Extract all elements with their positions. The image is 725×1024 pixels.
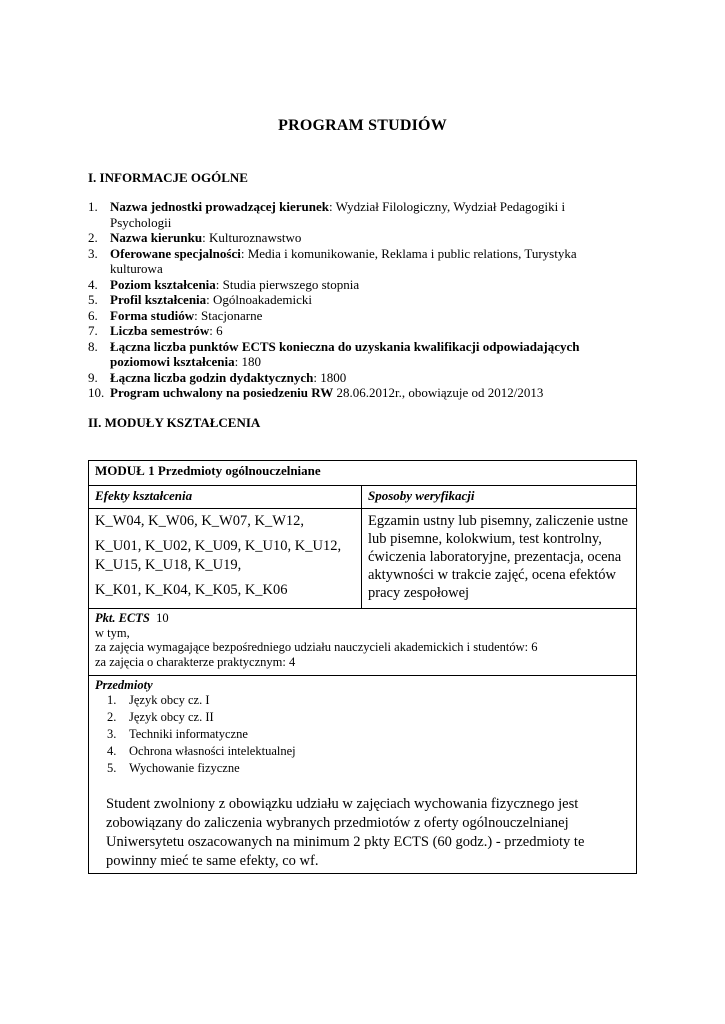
effects-line: K_W04, K_W06, K_W07, K_W12, <box>95 513 305 529</box>
verification-cell: Egzamin ustny lub pisemny, zaliczenie ustne lub pisemne, kolokwium, test kontrolny, ćwiczenia laboratoryjne, prezentacja, ocena aktywności w trakcie zajęć, ocena efektów pracy zespołowej <box>362 509 637 609</box>
subjects-cell <box>89 676 637 874</box>
section-heading-modules: II. MODUŁY KSZTAŁCENIA <box>88 415 261 430</box>
subject-number: 4. <box>107 744 117 758</box>
info-item-label: Profil kształcenia <box>110 292 207 307</box>
effects-header: Efekty kształcenia <box>89 486 362 509</box>
info-item-value: : Ogólnoakademicki <box>206 292 312 307</box>
subject-item <box>107 709 630 726</box>
info-item-number: 8. <box>88 338 98 354</box>
info-item-number: 6. <box>88 307 98 323</box>
subject-number: 3. <box>107 727 117 741</box>
info-item-number: 7. <box>88 323 98 338</box>
subject-name: Wychowanie fizyczne <box>129 761 240 775</box>
info-item <box>88 199 608 230</box>
info-item-value: 28.06.2012r., obowiązuje od 2012/2013 <box>333 385 544 400</box>
subject-number: 5. <box>107 761 117 775</box>
subject-item <box>107 726 630 743</box>
info-item-value: : 1800 <box>313 369 347 385</box>
ects-value: 10 <box>156 611 169 625</box>
info-item-number: 5. <box>88 292 98 307</box>
info-item-value: : Wydział Filologiczny, Wydział Pedagogiki i Psychologii <box>110 199 566 230</box>
ects-line: za zajęcia wymagające bezpośredniego udziału nauczycieli akademickich i studentów: 6 <box>95 640 538 654</box>
ects-cell <box>89 609 637 676</box>
ects-line: w tym, <box>95 625 130 640</box>
section-heading-general-info: I. INFORMACJE OGÓLNE <box>88 170 248 185</box>
info-item <box>88 292 608 308</box>
subjects-label: Przedmioty <box>95 678 153 692</box>
info-item-label: Łączna liczba godzin dydaktycznych <box>110 369 314 385</box>
effects-line: K_K01, K_K04, K_K05, K_K06 <box>95 582 288 598</box>
module-table <box>88 460 637 874</box>
subjects-list <box>95 692 630 777</box>
module-title: MODUŁ 1 Przedmioty ogólnouczelniane <box>89 461 637 486</box>
subject-item <box>107 743 630 760</box>
info-item-value: : Studia pierwszego stopnia <box>215 276 360 292</box>
subject-name: Ochrona własności intelektualnej <box>129 744 296 758</box>
info-item <box>88 339 608 370</box>
info-item <box>88 370 608 386</box>
info-item-value: : Kulturoznawstwo <box>202 230 302 245</box>
info-item <box>88 385 608 401</box>
subject-name: Język obcy cz. I <box>129 693 210 707</box>
info-item-label: Forma studiów <box>110 307 195 323</box>
effects-line: K_U01, K_U02, K_U09, K_U10, K_U12, K_U15, K_U18, K_U19, <box>95 538 342 573</box>
ects-line: za zajęcia o charakterze praktycznym: 4 <box>95 654 296 669</box>
subject-number: 2. <box>107 710 117 724</box>
info-item-label: Poziom kształcenia <box>110 276 216 292</box>
pe-exemption-note: Student zwolniony z obowiązku udziału w zajęciach wychowania fizycznego jest zobowiązany do zaliczenia wybranych przedmiotów z oferty ogólnouczelnianej Uniwersytetu oszacowanych na minimum 2 pkty ECTS (60 godz.) - przedmioty te powinny mieć te same efekty, co wf. <box>106 796 585 869</box>
ects-label: Pkt. ECTS <box>95 611 150 625</box>
info-item <box>88 323 608 339</box>
info-item-number: 2. <box>88 230 98 245</box>
document-title: PROGRAM STUDIÓW <box>278 117 447 134</box>
subject-item <box>107 760 630 777</box>
info-item-number: 10. <box>88 385 105 400</box>
effects-cell <box>89 509 362 609</box>
info-item-number: 1. <box>88 199 98 214</box>
info-item-value: : 6 <box>209 323 223 338</box>
info-item <box>88 246 608 277</box>
info-item-value: : 180 <box>234 354 261 369</box>
info-item-number: 3. <box>88 245 98 261</box>
info-item-value: : Media i komunikowanie, Reklama i public relations, Turystyka kulturowa <box>110 245 577 276</box>
info-item <box>88 308 608 324</box>
subject-name: Język obcy cz. II <box>129 710 214 724</box>
info-item-number: 4. <box>88 276 98 292</box>
info-item-label: Oferowane specjalności <box>110 245 241 261</box>
general-info-list <box>88 199 608 401</box>
info-item-label: Liczba semestrów <box>110 323 210 338</box>
info-item-number: 9. <box>88 369 98 385</box>
info-item-label: Program uchwalony na posiedzeniu RW <box>110 385 334 400</box>
info-item-label: Łączna liczba punktów ECTS konieczna do uzyskania kwalifikacji odpowiadających poziomowi kształcenia <box>110 338 580 369</box>
verification-header: Sposoby weryfikacji <box>362 486 637 509</box>
info-item-label: Nazwa jednostki prowadzącej kierunek <box>110 199 329 214</box>
info-item <box>88 277 608 293</box>
info-item <box>88 230 608 246</box>
info-item-label: Nazwa kierunku <box>110 230 203 245</box>
info-item-value: : Stacjonarne <box>194 307 263 323</box>
subject-name: Techniki informatyczne <box>129 727 248 741</box>
subject-item <box>107 692 630 709</box>
subject-number: 1. <box>107 693 117 707</box>
